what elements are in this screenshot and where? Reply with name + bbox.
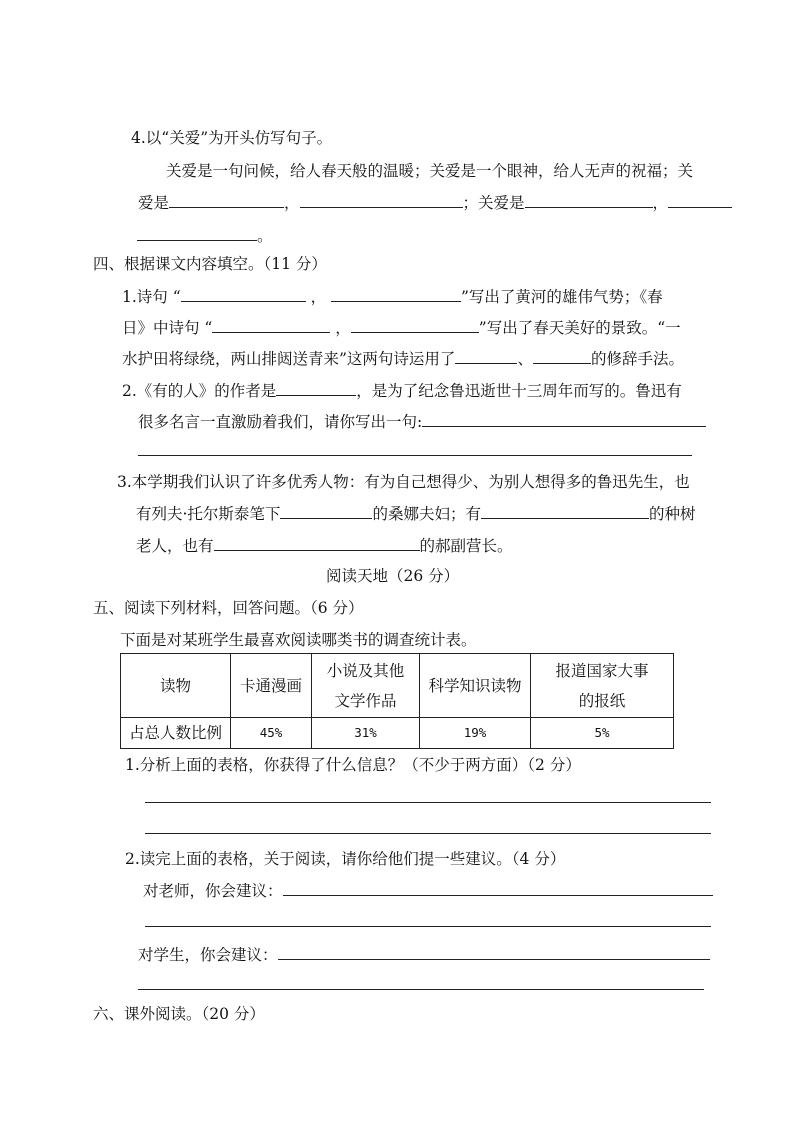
sec4-q2-text-a: 2.《有的人》的作者是 — [122, 382, 277, 400]
q4-blank-5[interactable] — [137, 226, 257, 241]
sec4-q1-text-g: 的修辞手法。 — [590, 350, 684, 368]
q4-fill-line — [138, 193, 732, 213]
value-comics: 45% — [231, 718, 312, 749]
sec5-student-blank[interactable] — [278, 945, 710, 960]
sec4-q1-text-d: ”写出了春天美好的景致。“一 — [478, 319, 681, 337]
sec4-q3-text-f: 的郝副营长。 — [419, 537, 513, 555]
sec5-q1-answer-line-2[interactable] — [145, 833, 711, 834]
sec5-q1-answer-line-1[interactable] — [145, 802, 711, 803]
sec5-q1: 1.分析上面的表格，你获得了什么信息？（不少于两方面）（2 分） — [125, 756, 581, 774]
value-science: 19% — [420, 718, 531, 749]
q4-period: 。 — [257, 227, 273, 245]
row-label: 占总人数比例 — [121, 718, 231, 749]
q4-example-line: 关爱是一句问候，给人春天般的温暖；关爱是一个眼神，给人无声的祝福；关 — [166, 162, 694, 180]
q4-blank-1[interactable] — [169, 193, 284, 208]
sec5-student-line — [138, 945, 710, 965]
q4-blank-3[interactable] — [525, 193, 653, 208]
header-fiction: 小说及其他 文学作品 — [312, 654, 420, 718]
q4-title: 4.以“关爱”为开头仿写句子。 — [131, 129, 333, 147]
sec4-q3-text-d: 的种树 — [648, 505, 696, 523]
header-science: 科学知识读物 — [420, 654, 531, 718]
reading-survey-table — [120, 653, 674, 749]
q4-fill-line-2 — [137, 226, 273, 246]
sec4-q2-answer-line[interactable] — [138, 455, 692, 456]
sec4-q1-text-e: 水护田将绿绕，两山排闼送青来”这两句诗运用了 — [122, 350, 456, 368]
q4-comma: ， — [284, 194, 300, 212]
sec4-q3-text-e: 老人，也有 — [136, 537, 214, 555]
sec4-q2-text-c: 很多名言一直激励着我们，请你写出一句: — [138, 413, 423, 431]
q4-semi: ；关爱是 — [462, 194, 525, 212]
sec4-q1-text-a: 1.诗句 “ — [122, 288, 181, 306]
value-newspaper: 5% — [531, 718, 674, 749]
header-reading: 读物 — [121, 654, 231, 718]
sec4-q1-line1: 1.诗句 “ ， ”写出了黄河的雄伟气势；《春 — [122, 288, 663, 306]
sec4-q2-blank-2[interactable] — [422, 412, 706, 427]
q4-blank-4[interactable] — [668, 193, 732, 208]
sec4-q1-blank-3[interactable] — [212, 318, 330, 333]
sec4-q3-line3 — [136, 536, 513, 556]
q4-comma-2: ， — [652, 194, 669, 212]
sec5-teacher-label: 对老师，你会建议： — [143, 882, 283, 900]
sec4-q1-blank-5[interactable] — [455, 349, 517, 364]
sec5-heading: 五、阅读下列材料，回答问题。（6 分） — [93, 599, 364, 617]
sec4-q2-text-b: ，是为了纪念鲁迅逝世十三周年而写的。鲁迅有 — [356, 382, 682, 400]
sec4-q1-blank-4[interactable] — [351, 318, 479, 333]
sec5-student-label: 对学生，你会建议： — [138, 946, 278, 964]
header-newspaper: 报道国家大事 的报纸 — [531, 654, 674, 718]
sec4-q3-blank-2[interactable] — [481, 504, 649, 519]
sec4-q3-blank-3[interactable] — [214, 536, 420, 551]
table-header-row — [121, 654, 674, 718]
sec5-teacher-answer-line[interactable] — [145, 926, 711, 927]
sec5-q2: 2.读完上面的表格，关于阅读，请你给他们提一些建议。（4 分） — [125, 850, 566, 868]
sec6-heading: 六、课外阅读。（20 分） — [93, 1005, 265, 1023]
q4-blank-2[interactable] — [300, 193, 463, 208]
sec4-q1-blank-6[interactable] — [533, 349, 591, 364]
sec5-student-answer-line[interactable] — [138, 989, 704, 990]
sec4-q2-line2 — [138, 412, 706, 432]
sec4-q1-line2: 日》中诗句 “ ， ”写出了春天美好的景致。“一 — [122, 319, 681, 337]
sec4-q1-blank-1[interactable] — [181, 287, 306, 302]
header-comics: 卡通漫画 — [231, 654, 312, 718]
sec4-q1-text-f: 、 — [517, 350, 533, 368]
sec5-teacher-blank[interactable] — [283, 881, 713, 896]
sec4-q1-line3 — [122, 349, 684, 369]
sec4-q3-text-b: 有列夫·托尔斯泰笔下 — [136, 505, 281, 523]
sec4-q1-text-c: 日》中诗句 “ — [122, 319, 213, 337]
table-row — [121, 718, 674, 749]
sec4-q3-text-c: 的桑娜夫妇；有 — [372, 505, 481, 523]
sec5-teacher-line — [143, 881, 713, 901]
sec4-q2-blank-1[interactable] — [276, 381, 356, 396]
value-fiction: 31% — [312, 718, 420, 749]
sec5-intro: 下面是对某班学生最喜欢阅读哪类书的调查统计表。 — [120, 631, 477, 649]
sec4-q1-text-b: ”写出了黄河的雄伟气势；《春 — [461, 288, 663, 306]
sec4-q3-line1: 3.本学期我们认识了许多优秀人物：有为自己想得少、为别人想得多的鲁迅先生，也 — [117, 473, 690, 491]
reading-section-title: 阅读天地（26 分） — [326, 567, 460, 585]
sec4-heading: 四、根据课文内容填空。（11 分） — [93, 255, 327, 273]
sec4-q3-line2 — [136, 504, 695, 524]
q4-text-a: 爱是 — [138, 194, 170, 212]
sec4-q3-blank-1[interactable] — [280, 504, 372, 519]
sec4-q2-line1 — [122, 381, 682, 401]
sec4-q1-blank-2[interactable] — [331, 287, 461, 302]
